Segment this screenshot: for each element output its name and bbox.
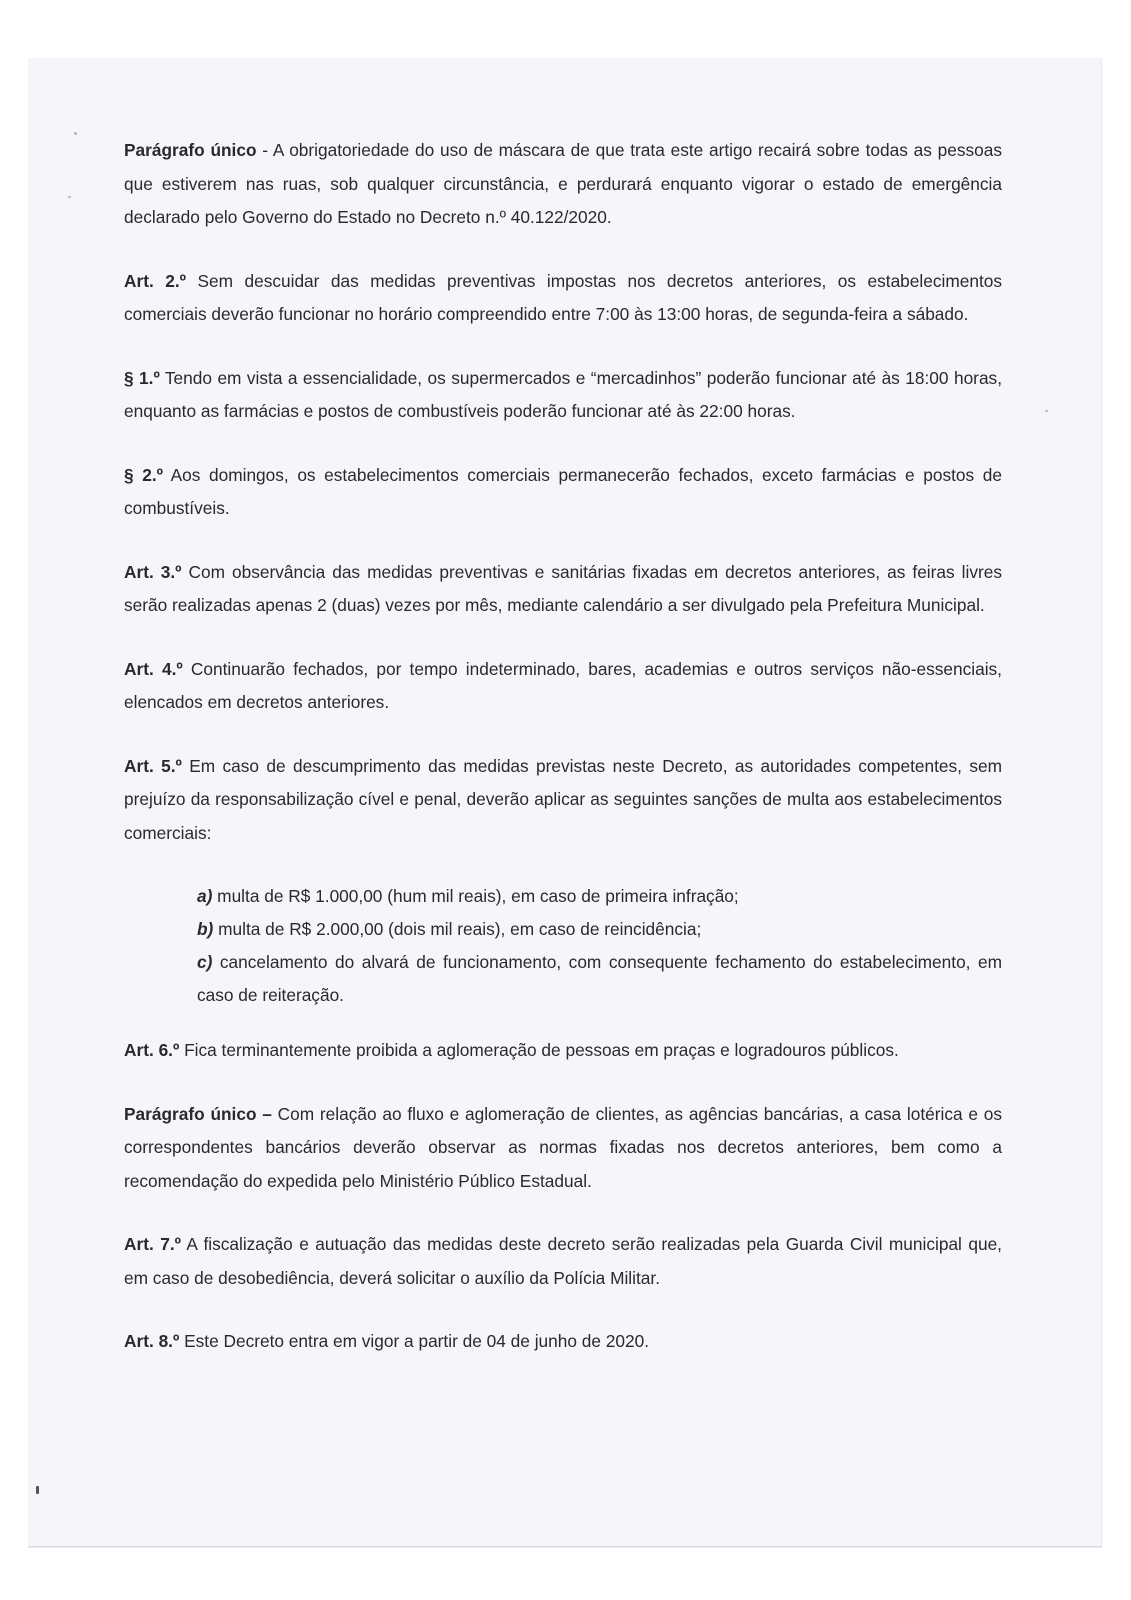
scan-speck (36, 1486, 39, 1494)
paragraph-label: Parágrafo único – (124, 1103, 272, 1124)
item-text: cancelamento do alvará de funcionamento, com consequente fechamento do estabelecimento, em caso de reiteração. (197, 952, 1002, 1005)
paragraph-label: Parágrafo único (124, 140, 257, 160)
scan-speck (74, 132, 77, 135)
article-label: Art. 3.º (124, 561, 182, 582)
article-6 (124, 1034, 1002, 1068)
article-2 (124, 265, 1002, 332)
scan-speck (68, 196, 71, 198)
article-text: Continuarão fechados, por tempo indeterminado, bares, academias e outros serviços não-essenciais, elencados em decretos anteriores. (124, 658, 1002, 712)
section-label: § 2.º (124, 464, 163, 485)
paragraph-unique-1 (124, 134, 1002, 235)
article-label: Art. 7.º (124, 1234, 181, 1254)
article-text: Este Decreto entra em vigor a partir de 04 de junho de 2020. (179, 1331, 650, 1351)
article-text: Com observância das medidas preventivas e sanitárias fixadas em decretos anteriores, as feiras livres serão realizadas apenas 2 (duas) vezes por mês, mediante calendário a ser divulgado pela Prefeitura Municipal. (124, 561, 1002, 615)
item-label: b) (197, 919, 214, 939)
article-7 (124, 1228, 1002, 1295)
sanction-item-b (197, 913, 1002, 946)
article-6-paragraph-unique (124, 1098, 1002, 1199)
article-4 (124, 653, 1002, 720)
section-label: § 1.º (124, 367, 160, 388)
article-label: Art. 6.º (124, 1040, 180, 1060)
article-2-section-2 (124, 459, 1002, 526)
article-label: Art. 2.º (124, 270, 186, 291)
sanction-item-a (197, 880, 1002, 913)
item-text: multa de R$ 1.000,00 (hum mil reais), em caso de primeira infração; (212, 886, 739, 906)
article-8 (124, 1325, 1002, 1359)
article-text: A fiscalização e autuação das medidas deste decreto serão realizadas pela Guarda Civil municipal que, em caso de desobediência, deverá solicitar o auxílio da Polícia Militar. (124, 1234, 1002, 1288)
item-label: a) (197, 886, 213, 906)
item-label: c) (197, 952, 213, 972)
section-text: Aos domingos, os estabelecimentos comerciais permanecerão fechados, exceto farmácias e postos de combustíveis. (124, 464, 1003, 518)
sanctions-list (124, 880, 1002, 1012)
paragraph-text: - A obrigatoriedade do uso de máscara de que trata este artigo recairá sobre todas as pessoas que estiverem nas ruas, sob qualquer circunstância, e perdurará enquanto vigorar o estado de emergência declarado pelo Governo do Estado no Decreto n.º 40.122/2020. (124, 140, 1003, 227)
article-text: Sem descuidar das medidas preventivas impostas nos decretos anteriores, os estabelecimentos comerciais deverão funcionar no horário compreendido entre 7:00 às 13:00 horas, de segunda-feira a sábado. (124, 270, 1003, 324)
sanction-item-c (197, 946, 1002, 1012)
item-text: multa de R$ 2.000,00 (dois mil reais), em caso de reincidência; (213, 919, 702, 939)
article-5 (124, 750, 1002, 851)
article-text: Em caso de descumprimento das medidas previstas neste Decreto, as autoridades competentes, sem prejuízo da responsabilização cível e penal, deverão aplicar as seguintes sanções de multa aos estabelecimentos comerciais: (124, 755, 1002, 843)
article-text: Fica terminantemente proibida a aglomeração de pessoas em praças e logradouros públicos. (179, 1040, 899, 1060)
section-text: Tendo em vista a essencialidade, os supermercados e “mercadinhos” poderão funcionar até às 18:00 horas, enquanto as farmácias e postos de combustíveis poderão funcionar até às 22:00 horas. (124, 367, 1002, 421)
decree-body (124, 134, 1002, 1359)
page-edge-divider (28, 1546, 1102, 1547)
article-3 (124, 556, 1002, 623)
scan-speck (1045, 410, 1048, 412)
article-label: Art. 5.º (124, 755, 182, 776)
paragraph-text: Com relação ao fluxo e aglomeração de clientes, as agências bancárias, a casa lotérica e os correspondentes bancários deverão observar as normas fixadas nos decretos anteriores, bem como a recomendação do expedida pelo Ministério Público Estadual. (124, 1103, 1002, 1191)
article-label: Art. 4.º (124, 658, 183, 679)
article-label: Art. 8.º (124, 1331, 180, 1351)
article-2-section-1 (124, 362, 1002, 429)
